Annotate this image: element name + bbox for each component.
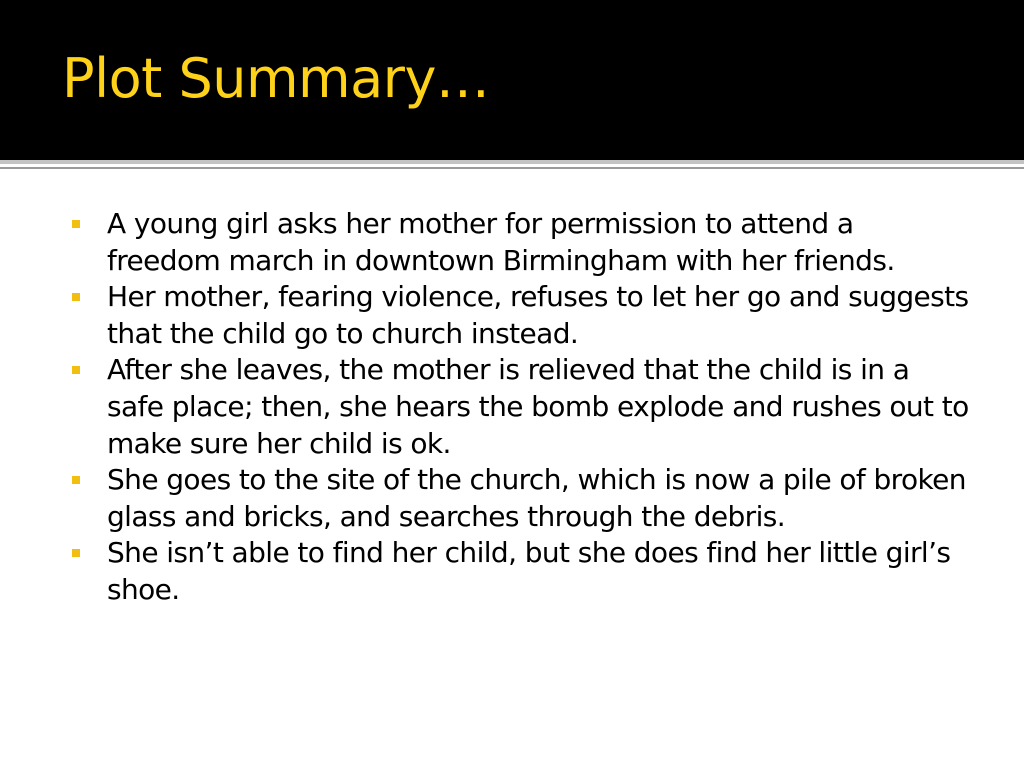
bullet-text: She isn’t able to find her child, but she does find her little girl’s shoe.: [107, 536, 951, 606]
title-divider-line: [0, 167, 1024, 169]
square-bullet-icon: [72, 220, 80, 228]
slide-title: Plot Summary…: [62, 47, 490, 110]
bullet-text: A young girl asks her mother for permission to attend a freedom march in downtown Birmingham with her friends.: [107, 207, 895, 277]
bullet-item: [72, 352, 972, 462]
bullet-text: After she leaves, the mother is relieved that the child is in a safe place; then, she hears the bomb explode and rushes out to make sure her child is ok.: [107, 353, 969, 460]
bullet-text: Her mother, fearing violence, refuses to let her go and suggests that the child go to church instead.: [107, 280, 969, 350]
bullet-item: [72, 206, 972, 279]
bullet-item: [72, 535, 972, 608]
square-bullet-icon: [72, 366, 80, 374]
square-bullet-icon: [72, 293, 80, 301]
square-bullet-icon: [72, 549, 80, 557]
bullet-item: [72, 279, 972, 352]
title-bar: [0, 0, 1024, 160]
square-bullet-icon: [72, 476, 80, 484]
bullet-list: [72, 206, 972, 609]
bullet-item: [72, 462, 972, 535]
bullet-text: She goes to the site of the church, which is now a pile of broken glass and bricks, and searches through the debris.: [107, 463, 966, 533]
